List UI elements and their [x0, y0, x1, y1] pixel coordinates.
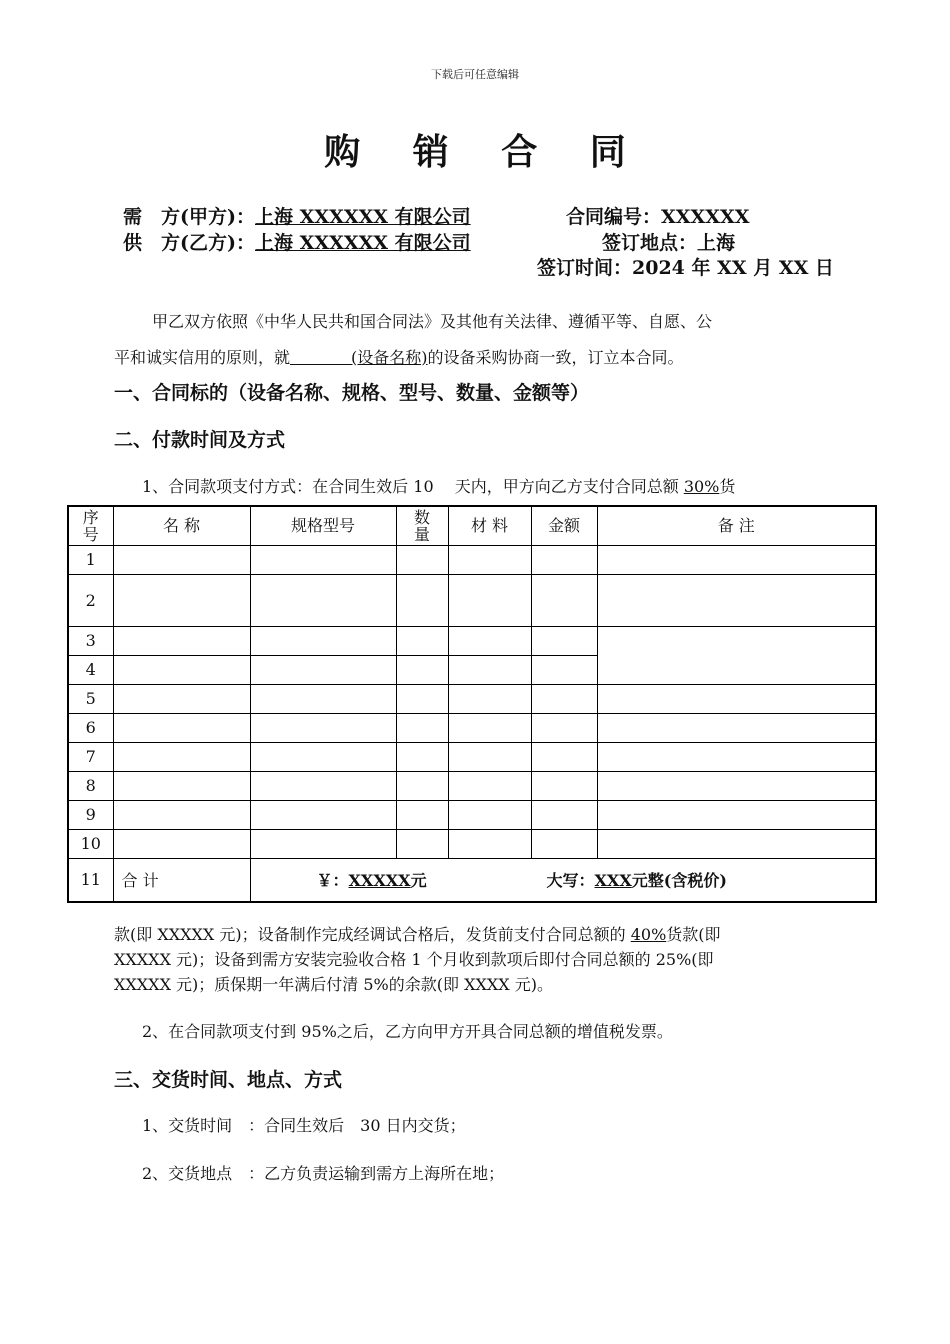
delivery-time: 1、交货时间 ：合同生效后 30 日内交货；	[142, 1116, 466, 1135]
seller-value: 上海 XXXXXX 有限公司	[254, 232, 471, 254]
contract-number: 合同编号：XXXXXX	[566, 206, 750, 228]
row-number: 11	[68, 858, 113, 902]
table-row	[68, 771, 876, 800]
row-number: 4	[68, 655, 113, 684]
payment-clause-2: 2、在合同款项支付到 95%之后，乙方向甲方开具合同总额的增值税发票。	[142, 1022, 673, 1041]
section-1-heading: 一、合同标的（设备名称、规格、型号、数量、金额等）	[114, 382, 590, 404]
col-seq-header: 序 号	[68, 506, 113, 545]
row-number: 2	[68, 574, 113, 626]
total-label: 合 计	[113, 858, 250, 902]
intro-text-a: 平和诚实信用的原则，就	[114, 348, 291, 367]
col-amount-header: 金额	[531, 506, 597, 545]
intro-text-b: 的设备采购协商一致，订立本合同。	[427, 348, 684, 367]
buyer-label: 需 方(甲方)：	[123, 206, 255, 228]
row-number: 7	[68, 742, 113, 771]
table-row	[68, 742, 876, 771]
total-yen: ￥：XXXXX元	[316, 871, 427, 891]
payment-percent-40: 40%	[630, 925, 667, 944]
delivery-place: 2、交货地点 ：乙方负责运输到需方上海所在地；	[142, 1164, 505, 1183]
col-remark-header: 备 注	[597, 506, 876, 545]
col-spec-header: 规格型号	[250, 506, 396, 545]
goods-table	[67, 505, 877, 903]
payment-continued-3: XXXXX 元)；质保期一年满后付清 5%的余款(即 XXXX 元)。	[114, 975, 553, 994]
intro-line-2	[114, 345, 684, 368]
row-number: 6	[68, 713, 113, 742]
row-number: 10	[68, 829, 113, 858]
row-number: 8	[68, 771, 113, 800]
section-3-heading: 三、交货时间、地点、方式	[114, 1069, 343, 1091]
sign-place: 签订地点：上海	[602, 232, 736, 254]
intro-line-1: 甲乙双方依照《中华人民共和国合同法》及其他有关法律、遵循平等、自愿、公	[152, 312, 713, 331]
buyer-line	[123, 202, 471, 229]
payment-clause-1-end: 货	[719, 477, 736, 496]
table-row	[68, 684, 876, 713]
table-total-row	[68, 858, 876, 902]
seller-line	[123, 228, 471, 255]
sign-time: 签订时间：2024 年 XX 月 XX 日	[537, 257, 834, 279]
col-name-header: 名 称	[113, 506, 250, 545]
table-row	[68, 829, 876, 858]
row-number: 5	[68, 684, 113, 713]
table-row	[68, 626, 876, 655]
col-qty-header: 数 量	[396, 506, 448, 545]
section-2-heading: 二、付款时间及方式	[114, 429, 286, 451]
header-note: 下载后可任意编辑	[431, 68, 519, 81]
row-number: 1	[68, 545, 113, 574]
document-title: 购 销 合 同	[324, 131, 646, 173]
buyer-value: 上海 XXXXXX 有限公司	[254, 206, 471, 228]
col-material-header: 材 料	[448, 506, 531, 545]
payment-continued-1-text: 款(即 XXXXX 元)；设备制作完成经调试合格后，发货前支付合同总额的	[114, 925, 631, 944]
table-header-row	[68, 506, 876, 545]
payment-continued-2: XXXXX 元)；设备到需方安装完验收合格 1 个月收到款项后即付合同总额的 25%(即	[114, 950, 714, 969]
table-row	[68, 713, 876, 742]
row-number: 3	[68, 626, 113, 655]
total-amount-cell	[250, 858, 876, 902]
row-number: 9	[68, 800, 113, 829]
table-row	[68, 574, 876, 626]
seller-label: 供 方(乙方)：	[123, 232, 255, 254]
table-row	[68, 800, 876, 829]
payment-percent-30: 30%	[683, 477, 720, 496]
table-row	[68, 545, 876, 574]
payment-clause-1	[142, 474, 735, 497]
payment-continued-1-end: 货款(即	[666, 925, 721, 944]
payment-continued-1	[114, 922, 721, 945]
equipment-name-blank: (设备名称)	[290, 348, 428, 367]
merged-remark-cell	[597, 626, 876, 684]
payment-clause-1-text: 1、合同款项支付方式：在合同生效后 10 天内，甲方向乙方支付合同总额	[142, 477, 684, 496]
total-capital: 大写：XXX元整(含税价)	[546, 871, 727, 891]
